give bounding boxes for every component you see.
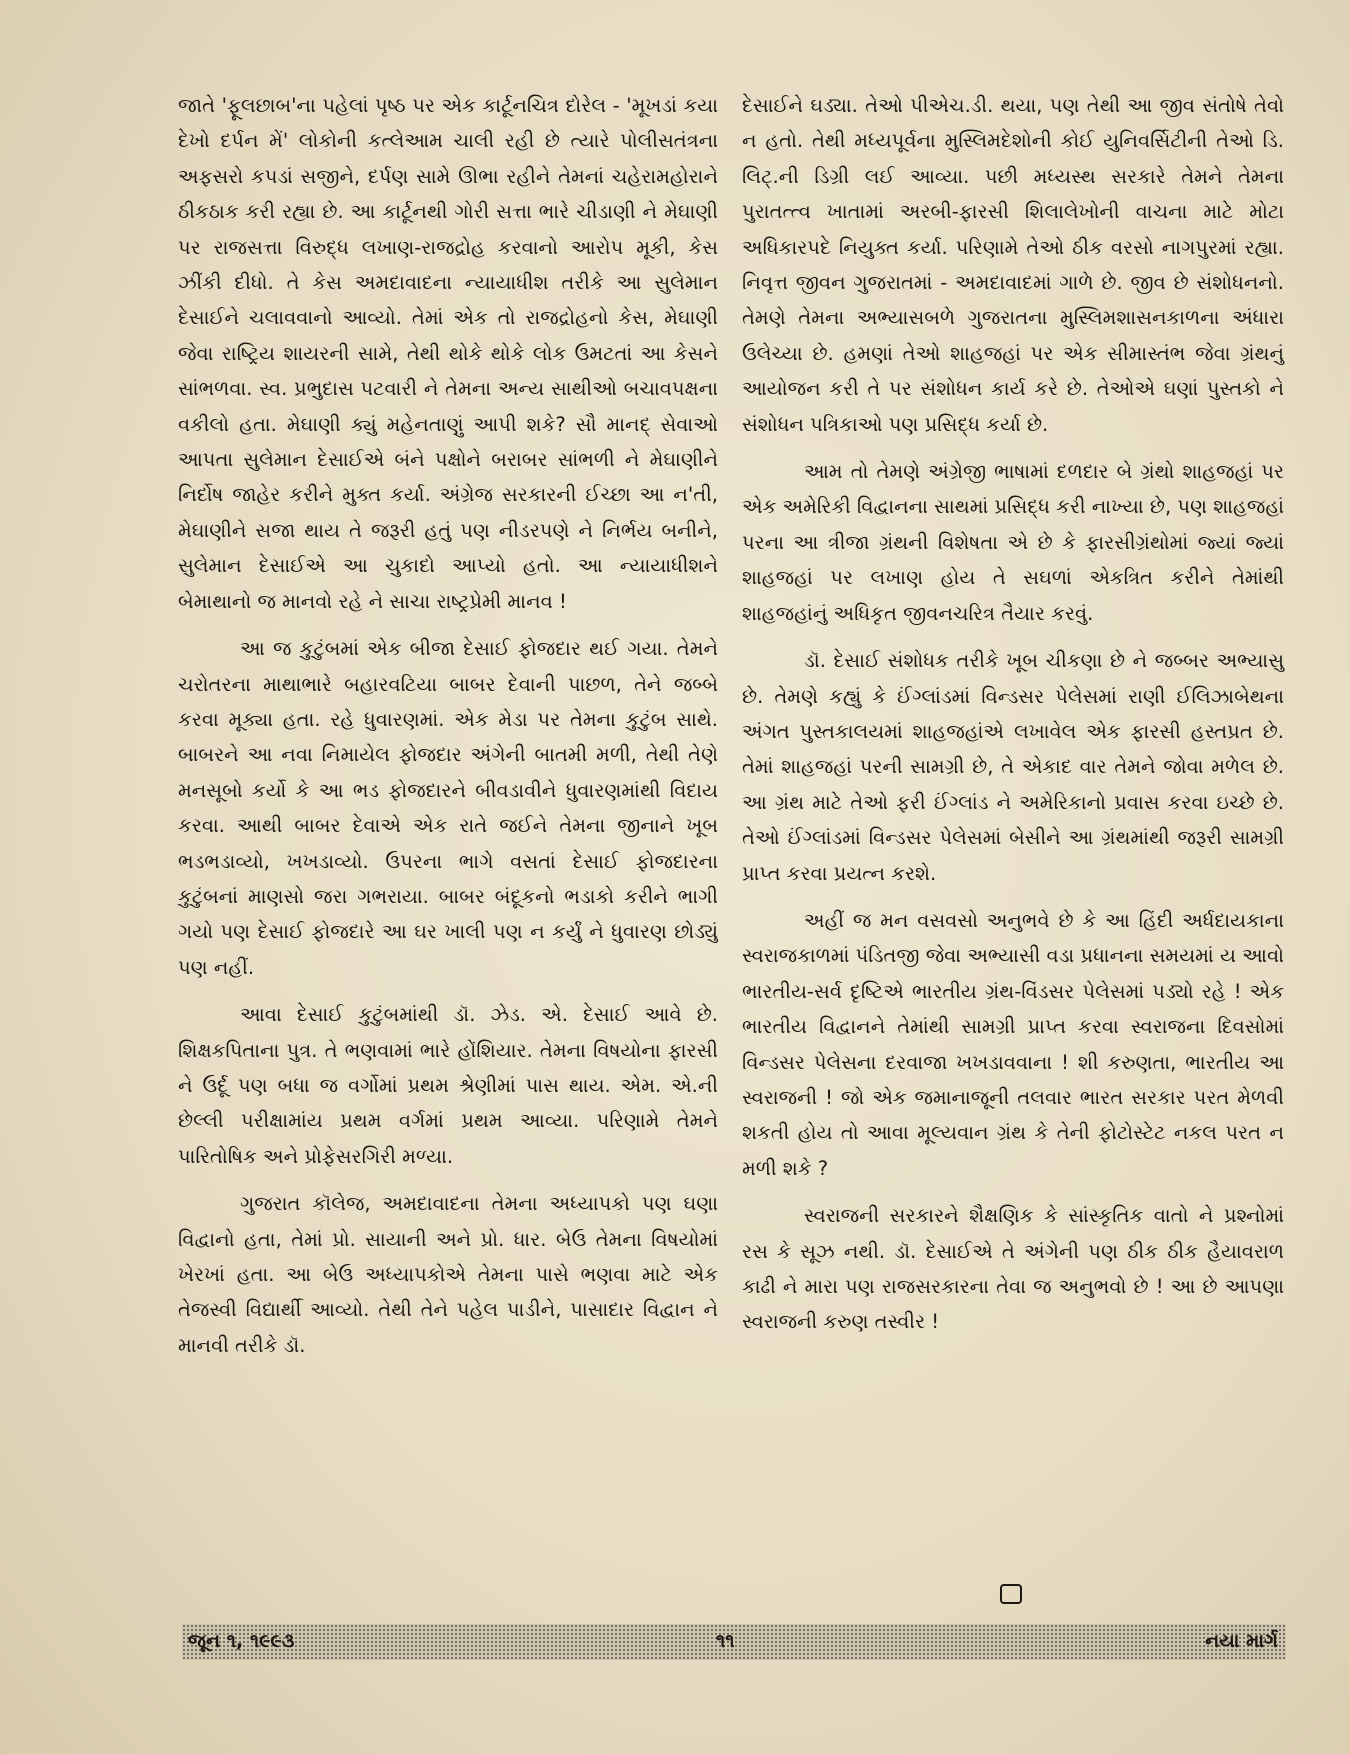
paragraph: દેસાઈને ઘડ્યા. તેઓ પીએચ.ડી. થયા, પણ તેથી આ જીવ સંતોષે તેવો ન હતો. તેથી મધ્યપૂર્વના મુસ્લિમદેશોની કોઈ યુનિવર્સિટીની તેઓ ડિ. લિટ્.ની ડિગ્રી લઈ આવ્યા. પછી મધ્યસ્થ સરકારે તેમને તેમના પુરાતત્ત્વ ખાતામાં અરબી-ફારસી શિલાલેખોની વાચના માટે મોટા અધિકારપદે નિયુક્ત કર્યા. પરિણામે તેઓ ઠીક વરસો નાગપુરમાં રહ્યા. નિવૃત્ત જીવન ગુજરાતમાં - અમદાવાદમાં ગાળે છે. જીવ છે સંશોધનનો. તેમણે તેમના અભ્યાસબળે ગુજરાતના મુસ્લિમશાસનકાળના અંધારા ઉલેચ્યા છે. હમણાં તેઓ શાહજહાં પર એક સીમાસ્તંભ જેવા ગ્રંથનું આયોજન કરી તે પર સંશોધન કાર્ય કરે છે. તેઓએ ઘણાં પુસ્તકો ને સંશોધન પત્રિકાઓ પણ પ્રસિદ્ધ કર્યા છે.	[742, 94, 1284, 436]
paragraph: સ્વરાજની સરકારને શૈક્ષણિક કે સાંસ્કૃતિક વાતો ને પ્રશ્નોમાં રસ કે સૂઝ નથી. ડૉ. દેસાઈએ તે અંગેની પણ ઠીક ઠીક હૈયાવરાળ કાઢી ને મારા પણ રાજસરકારના તેવા જ અનુભવો છે ! આ છે આપણા સ્વરાજની કરુણ તસ્વીર !	[742, 1204, 1284, 1334]
left-column	[178, 88, 718, 1375]
issue-date: જૂન ૧, ૧૯૯૩	[188, 1630, 295, 1652]
end-of-article-square-icon	[1000, 1584, 1022, 1604]
paragraph: અહીં જ મન વસવસો અનુભવે છે કે આ હિંદી અર્ધદાયકાના સ્વરાજકાળમાં પંડિતજી જેવા અભ્યાસી વડા પ્રધાનના સમયમાં ય આવો ભારતીય-સર્વ દૃષ્ટિએ ભારતીય ગ્રંથ-વિંડસર પેલેસમાં પડ્યો રહે ! એક ભારતીય વિદ્વાનને તેમાંથી સામગ્રી પ્રાપ્ત કરવા સ્વરાજના દિવસોમાં વિન્ડસર પેલેસના દરવાજા ખખડાવવાના ! શી કરુણતા, ભારતીય આ સ્વરાજની ! જો એક જમાનાજૂની તલવાર ભારત સરકાર પરત મેળવી શકતી હોય તો આવા મૂલ્યવાન ગ્રંથ કે તેની ફોટોસ્ટેટ નકલ પરત ન મળી શકે ?	[742, 908, 1284, 1180]
page-number: ૧૧	[716, 1630, 735, 1652]
magazine-name: નયા માર્ગ	[1205, 1630, 1278, 1652]
paragraph: આમ તો તેમણે અંગ્રેજી ભાષામાં દળદાર બે ગ્રંથો શાહજહાં પર એક અમેરિકી વિદ્વાનના સાથમાં પ્રસિદ્ધ કરી નાખ્યા છે, પણ શાહજહાં પરના આ ત્રીજા ગ્રંથની વિશેષતા એ છે કે ફારસીગ્રંથોમાં જ્યાં જ્યાં શાહજહાં પર લખાણ હોય તે સઘળાં એકત્રિત કરીને તેમાંથી શાહજહાંનું અધિકૃત જીવનચરિત્ર તૈયાર કરવું.	[742, 460, 1284, 625]
paragraph: ગુજરાત કૉલેજ, અમદાવાદના તેમના અધ્યાપકો પણ ઘણા વિદ્વાનો હતા, તેમાં પ્રો. સાયાની અને પ્રો. ધાર. બેઉ તેમના વિષયોમાં ખેરખાં હતા. આ બેઉ અધ્યાપકોએ તેમના પાસે ભણવા માટે એક તેજસ્વી વિદ્યાર્થી આવ્યો. તેથી તેને પહેલ પાડીને, પાસાદાર વિદ્વાન ને માનવી તરીકે ડૉ.	[178, 1192, 718, 1357]
paragraph: જાતે 'ફૂલછાબ'ના પહેલાં પૃષ્ઠ પર એક કાર્ટૂનચિત્ર દોરેલ - 'મૂખડાં કયા દેખો દર્પન મેં' લોકોની કત્લેઆમ ચાલી રહી છે ત્યારે પોલીસતંત્રના અફસરો કપડાં સજીને, દર્પણ સામે ઊભા રહીને તેમનાં ચહેરામહોરાને ઠીકઠાક કરી રહ્યા છે. આ કાર્ટૂનથી ગોરી સત્તા ભારે ચીડાણી ને મેઘાણી પર રાજસત્તા વિરુદ્ધ લખાણ-રાજદ્રોહ કરવાનો આરોપ મૂકી, કેસ ઝીંકી દીધો. તે કેસ અમદાવાદના ન્યાયાધીશ તરીકે આ સુલેમાન દેસાઈને ચલાવવાનો આવ્યો. તેમાં એક તો રાજદ્રોહનો કેસ, મેઘાણી જેવા રાષ્ટ્રિય શાયરની સામે, તેથી થોકે થોકે લોક ઉમટતાં આ કેસને સાંભળવા. સ્વ. પ્રભુદાસ પટવારી ને તેમના અન્ય સાથીઓ બચાવપક્ષના વકીલો હતા. મેઘાણી ક્યું મહેનતાણું આપી શકે? સૌ માનદ્ સેવાઓ આપતા સુલેમાન દેસાઈએ બંને પક્ષોને બરાબર સાંભળી ને મેઘાણીને નિર્દોષ જાહેર કરીને મુક્ત કર્યા. અંગ્રેજ સરકારની ઈચ્છા આ ન'તી, મેઘાણીને સજા થાય તે જરૂરી હતું પણ નીડરપણે ને નિર્ભય બનીને, સુલેમાન દેસાઈએ આ ચુકાદો આપ્યો હતો. આ ન્યાયાધીશને બેમાથાનો જ માનવો રહે ને સાચા રાષ્ટ્રપ્રેમી માનવ !	[178, 94, 718, 613]
paragraph: ડૉ. દેસાઈ સંશોધક તરીકે ખૂબ ચીકણા છે ને જબ્બર અભ્યાસુ છે. તેમણે કહ્યું કે ઈંગ્લાંડમાં વિન્ડસર પેલેસમાં રાણી ઈલિઝાબેથના અંગત પુસ્તકાલયમાં શાહજહાંએ લખાવેલ એક ફારસી હસ્તપ્રત છે. તેમાં શાહજહાં પરની સામગ્રી છે, તે એકાદ વાર તેમને જોવા મળેલ છે. આ ગ્રંથ માટે તેઓ ફરી ઈંગ્લાંડ ને અમેરિકાનો પ્રવાસ કરવા ઇચ્છે છે. તેઓ ઈંગ્લાંડમાં વિન્ડસર પેલેસમાં બેસીને આ ગ્રંથમાંથી જરૂરી સામગ્રી પ્રાપ્ત કરવા પ્રયત્ન કરશે.	[742, 649, 1284, 885]
paragraph: આ જ કુટુંબમાં એક બીજા દેસાઈ ફોજદાર થઈ ગયા. તેમને ચરોતરના માથાભારે બહારવટિયા બાબર દેવાની પાછળ, તેને જબ્બે કરવા મૂક્યા હતા. રહે ધુવારણમાં. એક મેડા પર તેમના કુટુંબ સાથે. બાબરને આ નવા નિમાયેલ ફોજદાર અંગેની બાતમી મળી, તેથી તેણે મનસૂબો કર્યો કે આ ભડ ફોજદારને બીવડાવીને ધુવારણમાંથી વિદાય કરવા. આથી બાબર દેવાએ એક રાતે જઈને તેમના જીનાને ખૂબ ભડભડાવ્યો, ખખડાવ્યો. ઉપરના ભાગે વસતાં દેસાઈ ફોજદારના કુટુંબનાં માણસો જરા ગભરાયા. બાબર બંદૂકનો ભડાકો કરીને ભાગી ગયો પણ દેસાઈ ફોજદારે આ ઘર ખાલી પણ ન કર્યું ને ધુવારણ છોડ્યું પણ નહીં.	[178, 637, 718, 979]
page-footer	[182, 1624, 1286, 1660]
right-column	[742, 88, 1284, 1352]
paragraph: આવા દેસાઈ કુટુંબમાંથી ડૉ. ઝેડ. એ. દેસાઈ આવે છે. શિક્ષકપિતાના પુત્ર. તે ભણવામાં ભારે હોંશિયાર. તેમના વિષયોના ફારસી ને ઉર્દૂ પણ બધા જ વર્ગોમાં પ્રથમ શ્રેણીમાં પાસ થાય. એમ. એ.ની છેલ્લી પરીક્ષામાંય પ્રથમ વર્ગમાં પ્રથમ આવ્યા. પરિણામે તેમને પારિતોષિક અને પ્રોફેસરગિરી મળ્યા.	[178, 1003, 718, 1168]
